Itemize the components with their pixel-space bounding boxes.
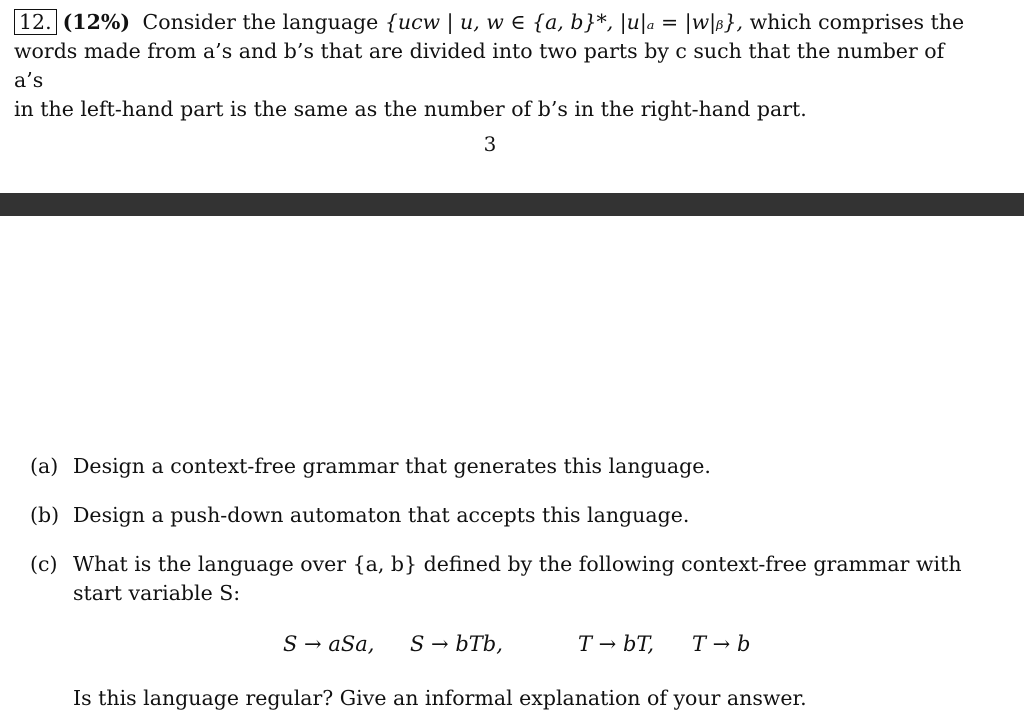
regularity-question: Is this language regular? Give an informal explanation of your answer. [73,686,807,710]
production-s-asa: S → aSa, [283,632,375,656]
part-b-text: Design a push-down automaton that accepts this language. [73,503,690,527]
production-s-btb: S → bTb, [410,632,503,656]
part-b [30,501,980,530]
part-c-label: (c) [30,552,58,576]
production-t-bt: T → bT, [578,632,654,656]
part-a-label: (a) [30,454,59,478]
question-intro: Consider the language [142,10,379,34]
production-t-b: T → b [692,632,751,656]
page-separator [0,193,1024,216]
page-number: 3 [483,132,497,156]
question-line2: words made from a’s and b’s that are divided into two parts by c such that the number of a’s [14,39,945,92]
part-c-text: What is the language over {a, b} defined by the following context-free grammar with start variable S: [73,552,962,605]
question-paragraph [14,8,974,124]
question-weight: (12%) [62,10,131,34]
part-b-label: (b) [30,503,60,527]
language-definition: {ucw | u, w ∈ {a, b}*, |u|ₐ = |w|ᵦ}, [384,10,744,34]
part-c [30,550,980,608]
question-number: 12. [14,9,57,35]
part-a-text: Design a context-free grammar that generates this language. [73,454,711,478]
question-line3: in the left-hand part is the same as the number of b’s in the right-hand part. [14,97,807,121]
part-a [30,452,980,481]
question-line1-tail: which comprises the [749,10,965,34]
